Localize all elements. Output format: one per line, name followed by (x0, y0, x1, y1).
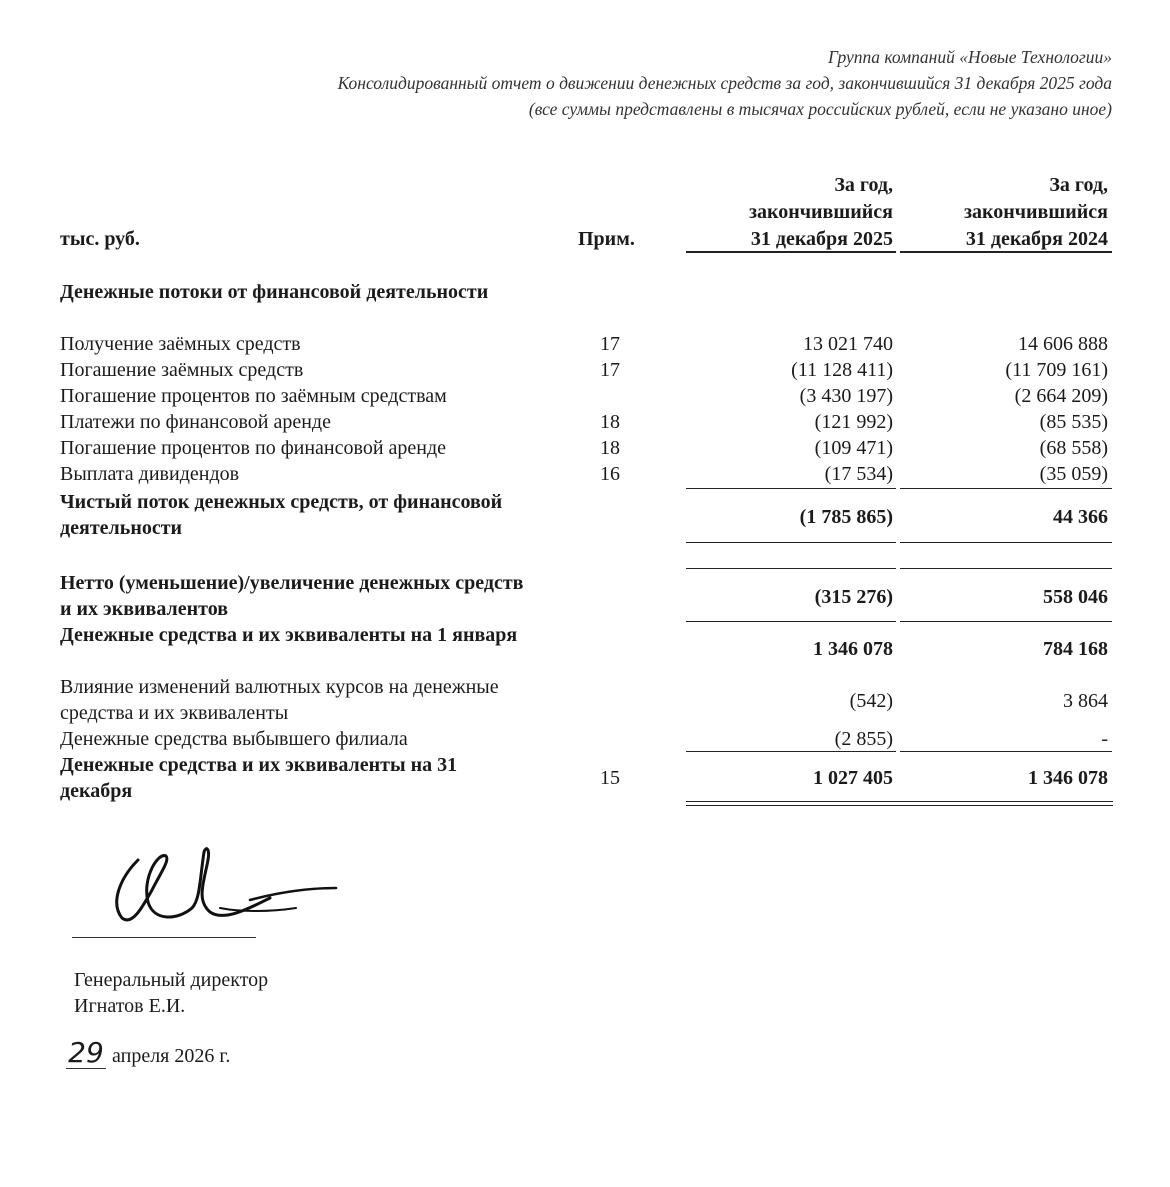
row-label: Нетто (уменьшение)/увеличение денежных средств и их эквивалентов (60, 572, 524, 620)
row-value-2024: 14 606 888 (1018, 333, 1108, 355)
subtotal-rule (900, 488, 1112, 489)
signing-day: 29 (66, 1038, 106, 1069)
row-value-2025: 13 021 740 (803, 333, 893, 355)
row-value-2024: 784 168 (1043, 638, 1108, 660)
year-2025-header-line: 31 декабря 2025 (750, 228, 893, 250)
row-value-2024: (35 059) (1039, 463, 1108, 485)
row-value-2025: (121 992) (814, 411, 893, 433)
row-value-2024: (68 558) (1039, 437, 1108, 459)
report-title: Консолидированный отчет о движении денежных средств за год, закончившийся 31 декабря 2025 года (337, 73, 1112, 93)
row-label: Денежные средства выбывшего филиала (60, 728, 408, 750)
header-rule (900, 251, 1112, 253)
row-label: Денежные средства и их эквиваленты на 1 января (60, 624, 518, 646)
row-value-2025: (109 471) (814, 437, 893, 459)
double-rule (686, 805, 1113, 806)
row-value-2024: 558 046 (1043, 586, 1108, 608)
row-value-2024: (85 535) (1039, 411, 1108, 433)
row-label: Денежные средства и их эквиваленты на 31 декабря (60, 754, 458, 802)
row-value-2025: (2 855) (834, 728, 893, 750)
year-2024-header-line: За год, (1049, 174, 1108, 196)
row-label: Погашение процентов по заёмным средствам (60, 385, 447, 407)
row-value-2024: (11 709 161) (1005, 359, 1108, 381)
row-label: Платежи по финансовой аренде (60, 411, 331, 433)
signing-month-year: апреля 2026 г. (112, 1045, 231, 1067)
row-note: 18 (600, 437, 620, 459)
year-2025-header (688, 172, 893, 253)
row-value-2025: (3 430 197) (799, 385, 893, 407)
currency-header: тыс. руб. (60, 228, 140, 250)
total-rule (900, 621, 1112, 622)
row-value-2024: (2 664 209) (1014, 385, 1108, 407)
row-label: Выплата дивидендов (60, 463, 240, 485)
row-note: 15 (600, 767, 620, 789)
header-rule (686, 251, 896, 253)
total-rule (900, 751, 1112, 752)
row-value-2025: (542) (849, 690, 893, 712)
year-2024-header-line: закончившийся (963, 201, 1108, 223)
year-2025-header-line: За год, (834, 174, 893, 196)
double-rule (686, 801, 1113, 802)
total-rule (686, 621, 896, 622)
row-value-2025: 1 027 405 (813, 767, 893, 789)
total-rule (900, 542, 1112, 543)
year-2025-header-line: закончившийся (748, 201, 893, 223)
row-label: Чистый поток денежных средств, от финансовой деятельности (60, 491, 503, 539)
total-rule (900, 568, 1112, 569)
signature-line (72, 937, 256, 938)
total-rule (686, 568, 896, 569)
row-value-2024: 3 864 (1063, 690, 1108, 712)
row-label: Погашение заёмных средств (60, 359, 304, 381)
row-value-2025: (315 276) (814, 586, 893, 608)
company-name: Группа компаний «Новые Технологии» (827, 47, 1112, 67)
signing-date (66, 1038, 230, 1069)
signatory-block (74, 967, 268, 1019)
row-value-2025: (17 534) (824, 463, 893, 485)
note-header: Прим. (578, 228, 635, 250)
row-value-2024: - (1101, 728, 1108, 750)
row-value-2025: (11 128 411) (791, 359, 893, 381)
row-value-2024: 1 346 078 (1028, 767, 1108, 789)
row-value-2025: 1 346 078 (813, 638, 893, 660)
signatory-title: Генеральный директор (74, 969, 269, 991)
row-note: 18 (600, 411, 620, 433)
row-note: 17 (600, 359, 620, 381)
subtotal-rule (686, 488, 896, 489)
units-note: (все суммы представлены в тысячах российских рублей, если не указано иное) (528, 99, 1112, 119)
row-label: Влияние изменений валютных курсов на денежные средства и их эквиваленты (60, 676, 499, 724)
row-label: Денежные потоки от финансовой деятельности (60, 281, 489, 303)
row-value-2024: 44 366 (1053, 506, 1108, 528)
year-2024-header-line: 31 декабря 2024 (965, 228, 1108, 250)
signatory-name: Игнатов Е.И. (74, 995, 186, 1017)
year-2024-header (902, 172, 1108, 253)
signature-image (100, 838, 350, 928)
total-rule (686, 751, 896, 752)
row-label: Получение заёмных средств (60, 333, 301, 355)
row-label: Погашение процентов по финансовой аренде (60, 437, 447, 459)
total-rule (686, 542, 896, 543)
row-value-2025: (1 785 865) (799, 506, 893, 528)
row-note: 16 (600, 463, 620, 485)
row-note: 17 (600, 333, 620, 355)
document-header (338, 44, 1112, 122)
